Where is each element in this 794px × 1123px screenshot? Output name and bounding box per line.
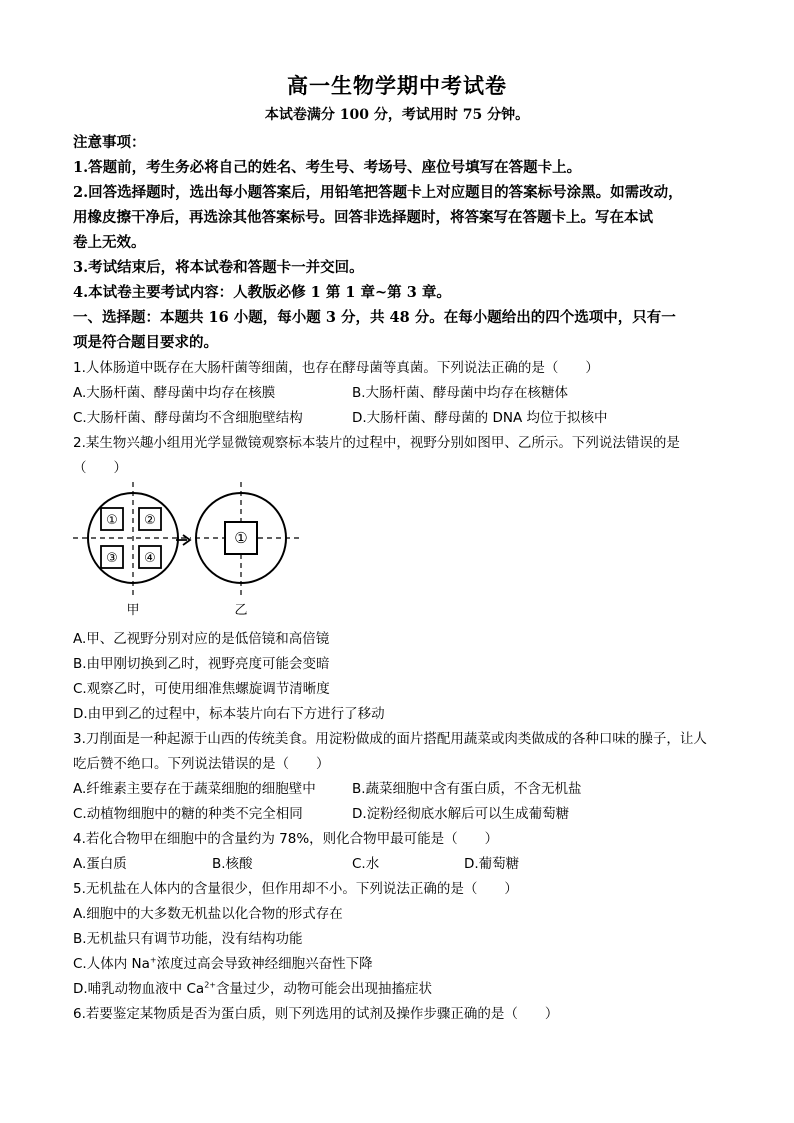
q3-option-d: D.淀粉经彻底水解后可以生成葡萄糖: [352, 806, 570, 822]
q2-stem-line-1: 2.某生物兴趣小组用光学显微镜观察标本装片的过程中，视野分别如图甲、乙所示。下列说法错误的是: [73, 435, 680, 451]
q3-stem-line-2: 吃后赞不绝口。下列说法错误的是（ ）: [73, 756, 330, 772]
note-1: 1.答题前，考生务必将自己的姓名、考生号、考场号、座位号填写在答题卡上。: [73, 159, 582, 176]
q1-stem: 1.人体肠道中既存在大肠杆菌等细菌，也存在酵母菌等真菌。下列说法正确的是（ ）: [73, 360, 599, 376]
q4-option-b: B.核酸: [212, 856, 253, 872]
section-1-line-1: 一、选择题：本题共 16 小题，每小题 3 分，共 48 分。在每小题给出的四个选项中，只有一: [73, 309, 676, 326]
specimen-4-label: ④: [144, 551, 156, 566]
q4-option-d: D.葡萄糖: [464, 856, 520, 872]
q2-option-a: A.甲、乙视野分别对应的是低倍镜和高倍镜: [73, 631, 330, 647]
q3-option-b: B.蔬菜细胞中含有蛋白质，不含无机盐: [352, 781, 582, 797]
field-jia-label: 甲: [126, 603, 140, 618]
microscope-field-figure: [73, 478, 301, 618]
section-1-line-2: 项是符合题目要求的。: [73, 334, 218, 351]
q1-option-c: C.大肠杆菌、酵母菌均不含细胞壁结构: [73, 410, 303, 426]
q2-option-c: C.观察乙时，可使用细准焦螺旋调节清晰度: [73, 681, 330, 697]
q5-option-d-sup: 2+: [204, 980, 216, 990]
note-2-line-3: 卷上无效。: [73, 234, 146, 251]
q5-option-c-post: 浓度过高会导致神经细胞兴奋性下降: [156, 956, 373, 972]
specimen-1-label: ①: [106, 513, 118, 528]
note-4: 4.本试卷主要考试内容：人教版必修 1 第 1 章~第 3 章。: [73, 284, 451, 301]
q5-option-c-pre: C.人体内 Na: [73, 956, 150, 972]
q5-stem: 5.无机盐在人体内的含量很少，但作用却不小。下列说法正确的是（ ）: [73, 881, 518, 897]
notes-heading: 注意事项：: [73, 134, 146, 151]
q5-option-a: A.细胞中的大多数无机盐以化合物的形式存在: [73, 906, 343, 922]
note-3: 3.考试结束后，将本试卷和答题卡一并交回。: [73, 259, 364, 276]
q3-option-a: A.纤维素主要存在于蔬菜细胞的细胞壁中: [73, 781, 316, 797]
specimen-enlarged-label: ①: [234, 529, 248, 547]
q5-option-b: B.无机盐只有调节功能，没有结构功能: [73, 931, 303, 947]
field-yi-label: 乙: [234, 603, 248, 618]
q6-stem: 6.若要鉴定某物质是否为蛋白质，则下列选用的试剂及操作步骤正确的是（ ）: [73, 1006, 559, 1022]
q5-option-c: [73, 952, 733, 972]
q2-stem-line-2: （ ）: [73, 460, 127, 476]
q5-option-d-pre: D.哺乳动物血液中 Ca: [73, 981, 205, 997]
q5-option-c-sup: +: [149, 955, 157, 965]
q5-option-d: [73, 977, 733, 997]
q2-option-d: D.由甲到乙的过程中，标本装片向右下方进行了移动: [73, 706, 385, 722]
note-2-line-1: 2.回答选择题时，选出每小题答案后，用铅笔把答题卡上对应题目的答案标号涂黑。如需改动，: [73, 184, 683, 201]
q1-option-d: D.大肠杆菌、酵母菌的 DNA 均位于拟核中: [352, 410, 608, 426]
q4-option-c: C.水: [352, 856, 380, 872]
q4-option-a: A.蛋白质: [73, 856, 127, 872]
q5-option-d-post: 含量过少，动物可能会出现抽搐症状: [215, 981, 432, 997]
q2-option-b: B.由甲刚切换到乙时，视野亮度可能会变暗: [73, 656, 330, 672]
exam-title: 高一生物学期中考试卷: [287, 73, 507, 98]
q3-option-c: C.动植物细胞中的糖的种类不完全相同: [73, 806, 303, 822]
figure-svg: [73, 478, 301, 618]
q1-option-b: B.大肠杆菌、酵母菌中均存在核糖体: [352, 385, 569, 401]
q4-stem: 4.若化合物甲在细胞中的含量约为 78%，则化合物甲最可能是（ ）: [73, 831, 499, 847]
q3-stem-line-1: 3.刀削面是一种起源于山西的传统美食。用淀粉做成的面片搭配用蔬菜或肉类做成的各种口味的臊子，让人: [73, 731, 707, 747]
specimen-3-label: ③: [106, 551, 118, 566]
specimen-2-label: ②: [144, 513, 156, 528]
note-2-line-2: 用橡皮擦干净后，再选涂其他答案标号。回答非选择题时，将答案写在答题卡上。写在本试: [73, 209, 653, 226]
q1-option-a: A.大肠杆菌、酵母菌中均存在核膜: [73, 385, 276, 401]
exam-subtitle: 本试卷满分 100 分，考试用时 75 分钟。: [264, 107, 530, 123]
